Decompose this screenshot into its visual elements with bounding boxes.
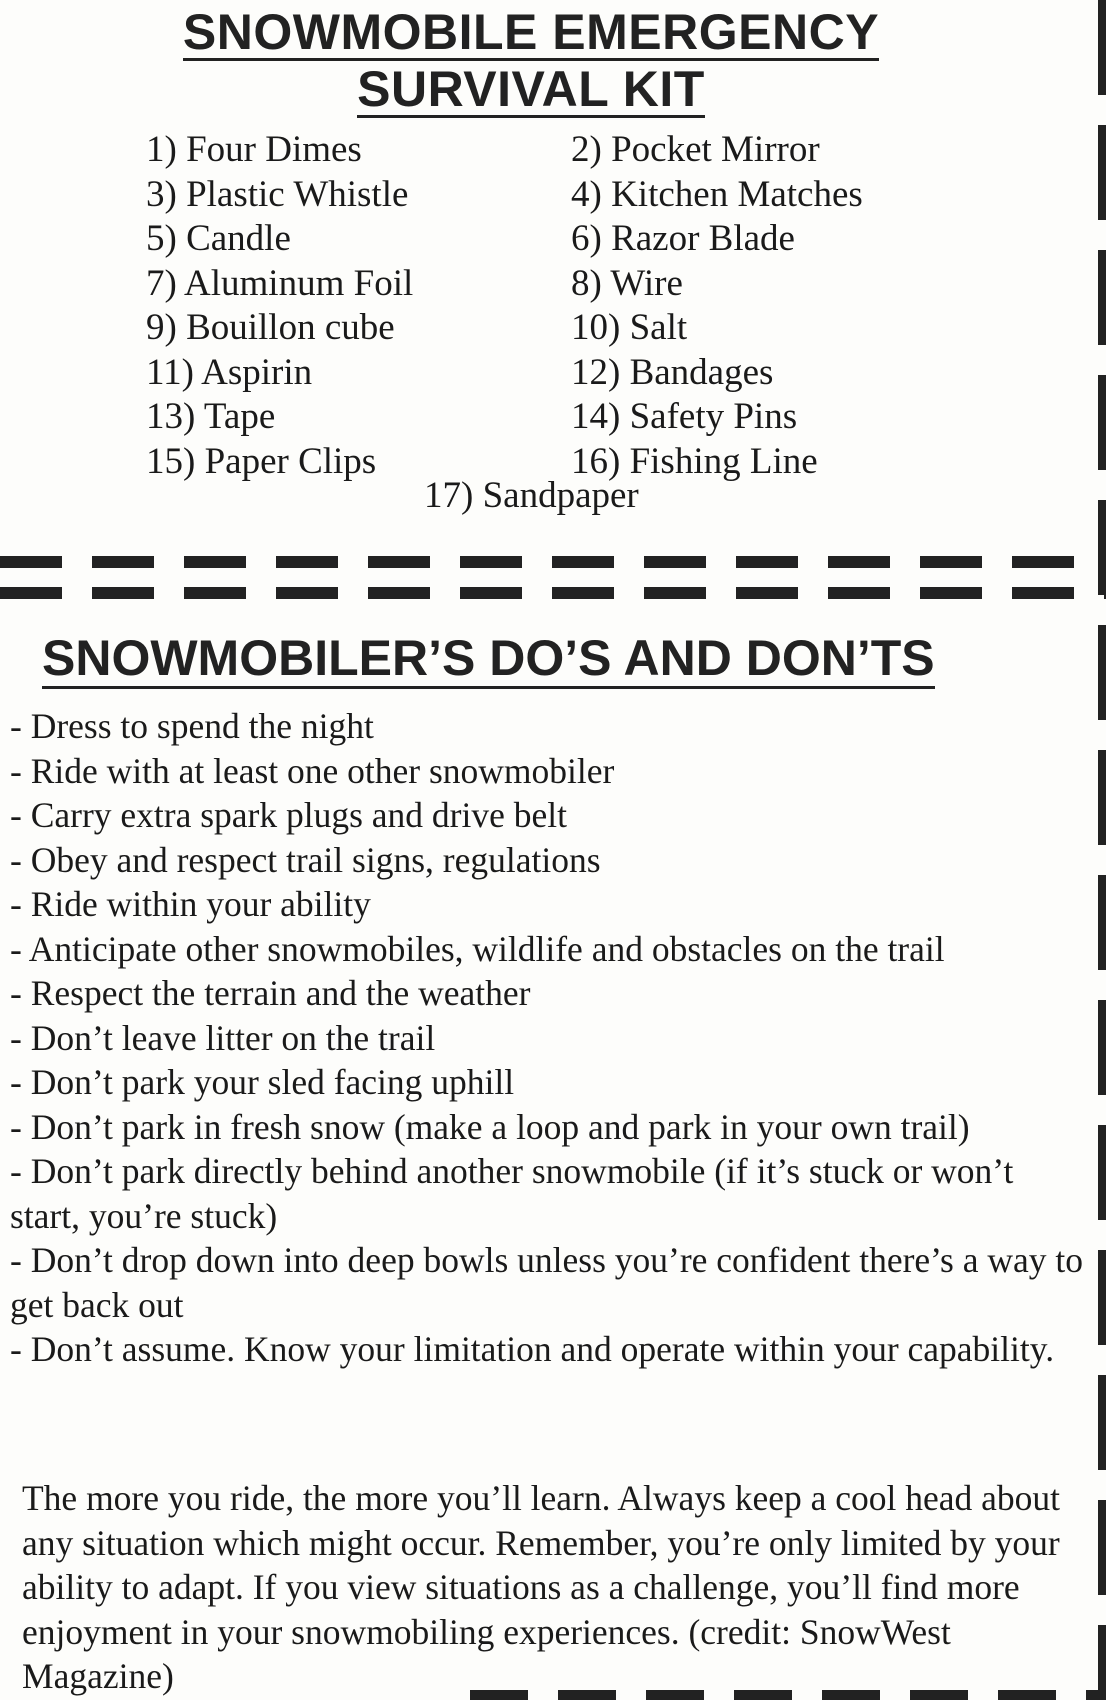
dashed-divider: [0, 556, 1106, 600]
kit-title-line-1: SNOWMOBILE EMERGENCY: [182, 4, 880, 60]
dos-item: - Obey and respect trail signs, regulations: [10, 839, 601, 880]
kit-item: 14) Safety Pins: [571, 396, 798, 437]
dos-item: - Don’t park your sled facing uphill: [10, 1062, 515, 1102]
kit-item: 15) Paper Clips: [146, 440, 377, 482]
dos-item: - Don’t leave litter on the trail: [10, 1017, 436, 1058]
kit-item: 5) Candle: [146, 218, 291, 259]
kit-title: [0, 4, 1062, 118]
kit-item: 10) Salt: [571, 307, 688, 348]
dos-title: SNOWMOBILER’S DO’S AND DON’TS: [42, 630, 935, 689]
kit-item: 13) Tape: [146, 396, 276, 437]
dos-item: - Ride within your ability: [10, 884, 371, 924]
kit-item: 11) Aspirin: [146, 351, 313, 393]
closing-paragraph: The more you ride, the more you’ll learn. Always keep a cool head about any situation which might occur. Remember, you’re only limited by your ability to adapt. If you view situations as a challenge, you’ll find more enjoyment in your snowmobiling experiences. (credit: SnowWest Magazine): [22, 1478, 1061, 1696]
cut-line-right: [1098, 0, 1106, 1700]
kit-item: 6) Razor Blade: [571, 218, 795, 259]
kit-item: 9) Bouillon cube: [146, 307, 395, 348]
cut-line-bottom: [470, 1690, 1106, 1700]
kit-item: 2) Pocket Mirror: [571, 129, 820, 170]
kit-item: 7) Aluminum Foil: [146, 262, 414, 304]
dos-item: - Don’t park directly behind another snowmobile (if it’s stuck or won’t start, you’re stuck): [10, 1151, 1014, 1236]
kit-title-line-2: SURVIVAL KIT: [357, 61, 705, 117]
kit-item-last: 17) Sandpaper: [424, 475, 639, 516]
kit-item: 12) Bandages: [571, 351, 774, 393]
kit-item: 8) Wire: [571, 262, 683, 304]
dos-item: - Respect the terrain and the weather: [10, 973, 531, 1013]
kit-item: 3) Plastic Whistle: [146, 173, 409, 215]
kit-item: 1) Four Dimes: [146, 129, 362, 170]
dos-item: - Don’t park in fresh snow (make a loop and park in your own trail): [10, 1106, 970, 1147]
dos-item: - Don’t drop down into deep bowls unless you’re confident there’s a way to get back out: [10, 1240, 1083, 1325]
kit-list: [146, 128, 946, 484]
kit-item: 16) Fishing Line: [571, 440, 818, 482]
dos-item: - Ride with at least one other snowmobiler: [10, 750, 615, 791]
dos-item: - Don’t assume. Know your limitation and operate within your capability.: [10, 1329, 1055, 1369]
kit-item: 4) Kitchen Matches: [571, 173, 863, 215]
dos-item: - Dress to spend the night: [10, 706, 374, 746]
dos-item: - Anticipate other snowmobiles, wildlife and obstacles on the trail: [10, 928, 945, 969]
dos-list: [10, 704, 1090, 1372]
dos-item: - Carry extra spark plugs and drive belt: [10, 795, 567, 835]
